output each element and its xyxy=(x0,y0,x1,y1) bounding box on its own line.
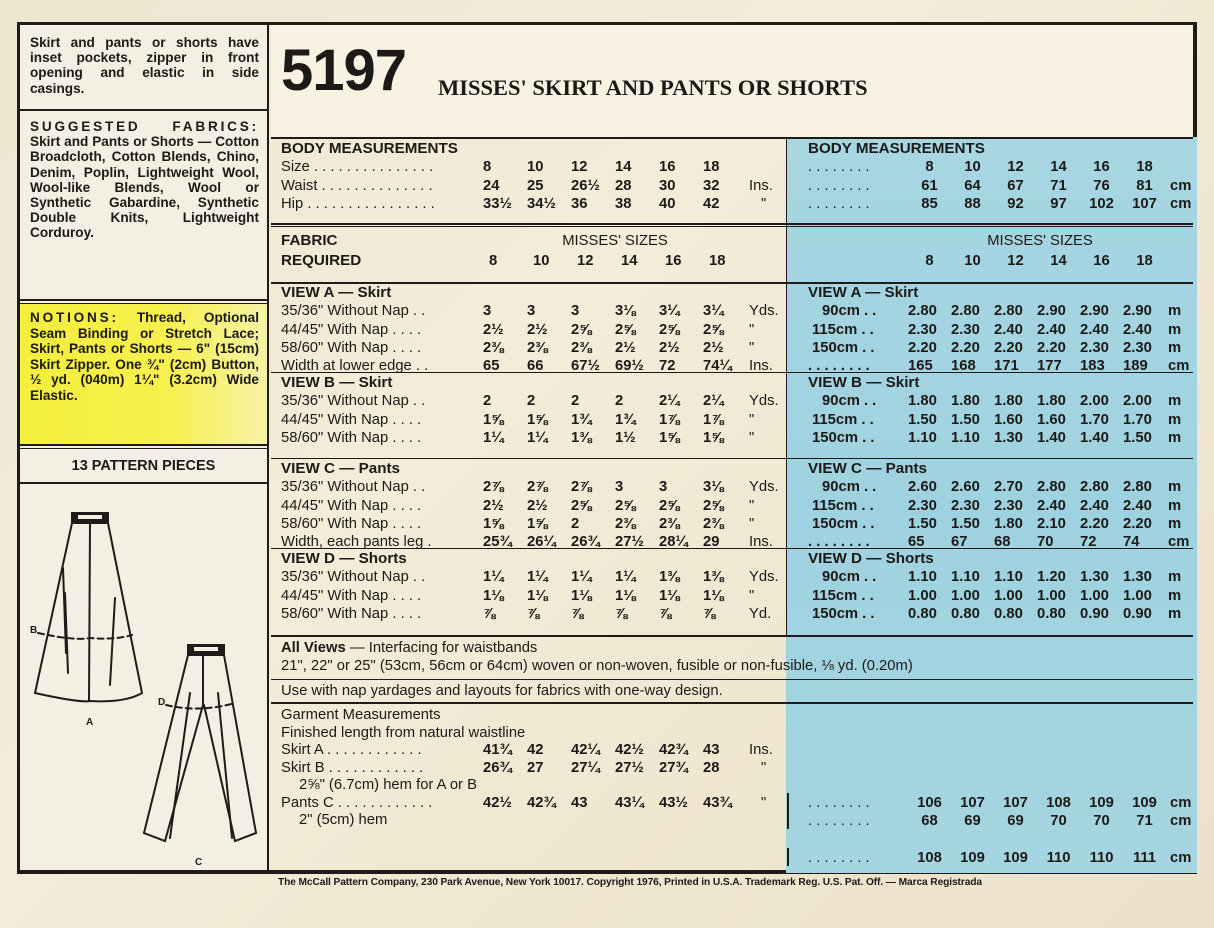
divider xyxy=(271,702,1193,704)
skirt-and-pants-sketch-icon xyxy=(20,493,267,873)
main-panel xyxy=(271,25,1193,870)
table-row: . . . . . . . . 8 10 12 14 16 18 xyxy=(808,159,1153,176)
pattern-title: MISSES' SKIRT AND PANTS OR SHORTS xyxy=(438,75,868,100)
view-section xyxy=(281,460,779,551)
table-row: 44/45" With Nap . . . . 1⅛ 1⅛ 1⅛ 1⅛ 1⅛ 1⅛ " xyxy=(281,587,755,604)
pattern-envelope-back xyxy=(17,22,1197,874)
view-c-label: C xyxy=(195,857,203,868)
fabric-required-header-metric: MISSES' SIZES 8 10 12 14 16 18 xyxy=(925,233,1153,270)
table-row: 58/60" With Nap . . . . ⅞ ⅞ ⅞ ⅞ ⅞ ⅞ Yd. xyxy=(281,605,772,622)
table-row: Hip . . . . . . . . . . . . . . . . 33½ 34½ 36 38 40 42 " xyxy=(281,195,767,212)
garment-measurements-metric: . . . . . . . . 106 107 107 108 109 109 cm . . . . . . . . 68 69 69 70 70 71 cm . . . . . . . . 108 109 109 110 110 111 cm xyxy=(808,795,1192,866)
view-title: VIEW D — Shorts xyxy=(281,550,407,567)
view-b-label: B xyxy=(30,625,38,636)
table-row: 35/36" Without Nap . . 2 2 2 2 2¼ 2¼ Yds. xyxy=(281,393,779,410)
table-row: . . . . . . . . 165 168 171 177 183 189 cm xyxy=(808,358,1190,375)
table-row: Waist . . . . . . . . . . . . . . 24 25 26½ 28 30 32 Ins. xyxy=(281,177,773,194)
table-row: 115cm . . 2.30 2.30 2.40 2.40 2.40 2.40 m xyxy=(812,321,1182,338)
view-title: VIEW D — Shorts xyxy=(808,550,934,567)
table-row: Width at lower edge . . 65 66 67½ 69½ 72 74¼ Ins. xyxy=(281,358,773,375)
left-column xyxy=(20,25,269,870)
table-row: 44/45" With Nap . . . . 1⅝ 1⅝ 1¾ 1¾ 1⅞ 1⅞ " xyxy=(281,411,755,428)
view-a-label: A xyxy=(86,717,94,728)
view-title: VIEW C — Pants xyxy=(808,460,927,477)
table-row: 44/45" With Nap . . . . 2½ 2½ 2⅝ 2⅝ 2⅝ 2⅝ " xyxy=(281,497,755,514)
view-title: VIEW C — Pants xyxy=(281,460,400,477)
table-row: 115cm . . 1.00 1.00 1.00 1.00 1.00 1.00 m xyxy=(812,587,1182,604)
copyright-footer: The McCall Pattern Company, 230 Park Avenue, New York 10017. Copyright 1976, Printed in U.S.A. Trademark Reg. U.S. Pat. Off. — Marca Registrada xyxy=(278,877,982,888)
column-divider xyxy=(786,137,787,635)
divider xyxy=(271,635,1193,637)
notions-heading: NOTIONS: xyxy=(30,310,119,325)
table-row: . . . . . . . . 85 88 92 97 102 107 cm xyxy=(808,195,1192,212)
pattern-number: 5197 xyxy=(281,38,407,103)
table-row: . . . . . . . . 61 64 67 71 76 81 cm xyxy=(808,177,1192,194)
table-row: 150cm . . 0.80 0.80 0.80 0.80 0.90 0.90 m xyxy=(812,605,1182,622)
table-row: 35/36" Without Nap . . 3 3 3 3⅛ 3¼ 3¼ Yds. xyxy=(281,303,779,320)
pattern-pieces-count: 13 PATTERN PIECES xyxy=(71,458,216,474)
interfacing-note: All Views — Interfacing for waistbands 21", 22" or 25" (53cm, 56cm or 64cm) woven or non-woven, fusible or non-fusible, ⅛ yd. (0.20m) xyxy=(281,640,913,674)
view-section xyxy=(281,550,779,623)
fabric-required-header: FABRIC MISSES' SIZES REQUIRED 8 10 12 14 16 18 xyxy=(281,232,726,270)
view-title: VIEW B — Skirt xyxy=(808,374,920,391)
table-row: Width, each pants leg . 25¾ 26¼ 26¾ 27½ 28¼ 29 Ins. xyxy=(281,534,773,551)
divider xyxy=(20,444,267,446)
view-title: VIEW A — Skirt xyxy=(281,284,392,301)
suggested-fabrics xyxy=(20,111,267,299)
pattern-description: Skirt and pants or shorts have inset pockets, zipper in front opening and elastic in side casings. xyxy=(30,35,259,96)
table-row: . . . . . . . . 65 67 68 70 72 74 cm xyxy=(808,534,1190,551)
nap-note: Use with nap yardages and layouts for fabrics with one-way design. xyxy=(281,683,723,699)
view-section-metric xyxy=(808,284,1189,375)
table-row: 90cm . . 2.60 2.60 2.70 2.80 2.80 2.80 m xyxy=(822,479,1182,496)
view-section xyxy=(281,284,779,375)
table-row: 90cm . . 1.80 1.80 1.80 1.80 2.00 2.00 m xyxy=(822,393,1182,410)
bar-mark xyxy=(787,793,789,829)
notions-body: Thread, Optional Seam Binding or Stretch Lace; Skirt, Pants or Shorts — 6" (15cm) Skirt Zipper. One ¾" (2cm) Button, ½ yd. (040m) 1¼" (3.2cm) Wide Elastic. xyxy=(30,310,260,403)
table-row: 35/36" Without Nap . . 2⅞ 2⅞ 2⅞ 3 3 3⅛ Yds. xyxy=(281,479,779,496)
divider xyxy=(271,137,1193,139)
body-measurements-imperial xyxy=(281,140,773,213)
divider xyxy=(20,299,267,301)
body-measurements-metric: BODY MEASUREMENTS . . . . . . . . 8 10 12 14 16 18 . . . . . . . . 61 64 67 71 76 81 cm . . . . . . . . 85 88 92 97 102 107 cm xyxy=(808,140,1192,212)
bar-mark xyxy=(787,848,789,866)
notions-box xyxy=(20,304,267,444)
table-row: 58/60" With Nap . . . . 2⅜ 2⅜ 2⅜ 2½ 2½ 2½ " xyxy=(281,339,755,356)
measurement-tables xyxy=(271,137,1193,873)
view-title: VIEW B — Skirt xyxy=(281,374,393,391)
table-row: Size . . . . . . . . . . . . . . . 8 10 12 14 16 18 xyxy=(281,159,720,176)
table-row: 150cm . . 2.20 2.20 2.20 2.20 2.30 2.30 m xyxy=(812,339,1182,356)
view-section xyxy=(281,374,779,447)
view-section-metric xyxy=(808,550,1181,623)
table-row: 58/60" With Nap . . . . 1¼ 1¼ 1⅜ 1½ 1⅝ 1⅝ " xyxy=(281,429,755,446)
divider xyxy=(20,482,267,484)
table-row: 44/45" With Nap . . . . 2½ 2½ 2⅝ 2⅝ 2⅝ 2⅝ " xyxy=(281,321,755,338)
table-row: 150cm . . 1.50 1.50 1.80 2.10 2.20 2.20 m xyxy=(812,515,1182,532)
garment-measurements: Garment Measurements Finished length from natural waistline Skirt A . . . . . . . . . . . . 41¾ 42 42¼ 42½ 42¾ 43 Ins. Skirt B . . . . . . . . . . . . 26¾ 27 27¼ 27½ 27¾ 28 " 2⅝" (6.7cm) hem for A or B Pants C . . . . . . . . . . . . 42½ 42¾ 43 43¼ 43½ 43¾ " 2" (5cm) hem xyxy=(281,707,773,828)
view-title: VIEW A — Skirt xyxy=(808,284,919,301)
view-section-metric xyxy=(808,374,1181,447)
table-row: 90cm . . 1.10 1.10 1.10 1.20 1.30 1.30 m xyxy=(822,569,1182,586)
view-d-label: D xyxy=(158,697,166,708)
table-row: 115cm . . 2.30 2.30 2.30 2.40 2.40 2.40 m xyxy=(812,497,1182,514)
suggested-fabrics-heading: SUGGESTED FABRICS: xyxy=(30,119,259,134)
divider xyxy=(271,458,1193,459)
garment-illustrations xyxy=(20,493,267,873)
body-measurements-heading: BODY MEASUREMENTS xyxy=(281,140,458,157)
suggested-fabrics-body: Skirt and Pants or Shorts — Cotton Broadcloth, Cotton Blends, Chino, Denim, Poplin, Lightweight Wool, Wool-like Blends, Wool or Synthetic Gabardine, Synthetic Double Knits, Lightweight Corduroy. xyxy=(30,134,259,241)
table-row: 90cm . . 2.80 2.80 2.80 2.90 2.90 2.90 m xyxy=(822,303,1182,320)
divider xyxy=(271,679,1193,680)
table-row: 35/36" Without Nap . . 1¼ 1¼ 1¼ 1¼ 1⅜ 1⅜ Yds. xyxy=(281,569,779,586)
view-section-metric xyxy=(808,460,1189,551)
table-row: 58/60" With Nap . . . . 1⅝ 1⅝ 2 2⅜ 2⅜ 2⅜ " xyxy=(281,515,755,532)
table-row: 150cm . . 1.10 1.10 1.30 1.40 1.40 1.50 m xyxy=(812,429,1182,446)
title-row xyxy=(271,25,1193,137)
divider xyxy=(271,223,1193,227)
table-row: 115cm . . 1.50 1.50 1.60 1.60 1.70 1.70 m xyxy=(812,411,1182,428)
